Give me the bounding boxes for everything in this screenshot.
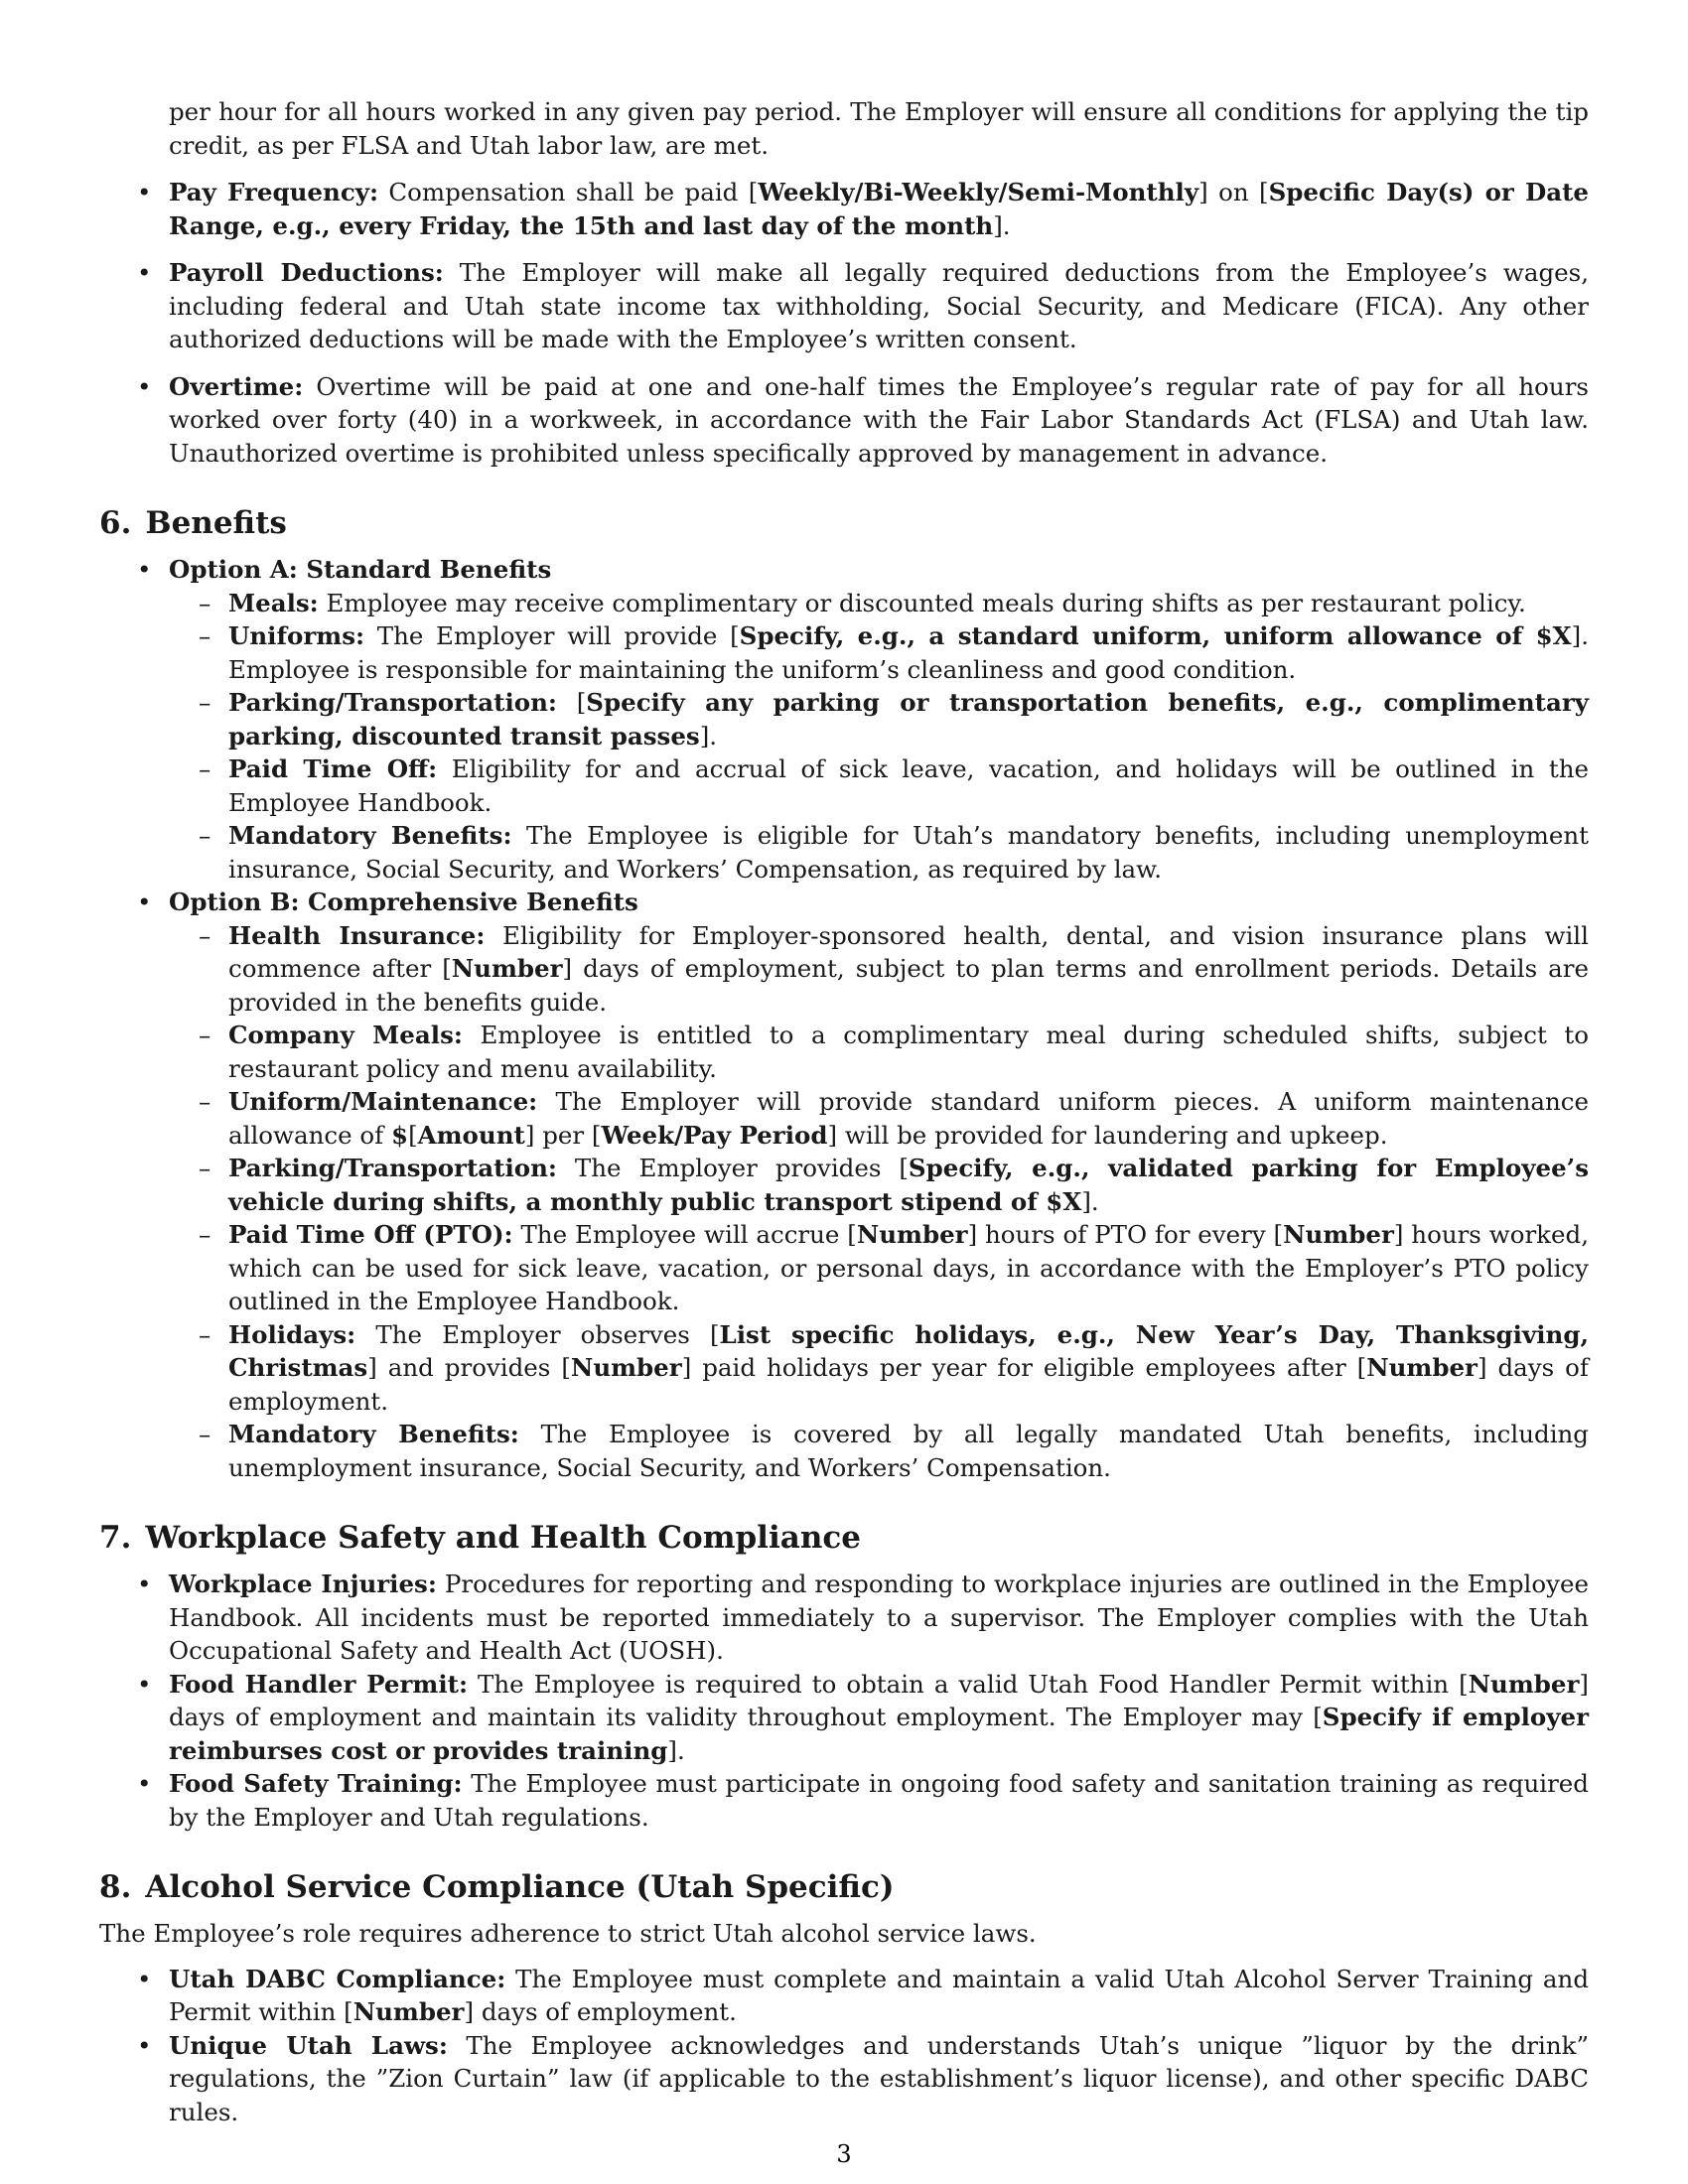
alcohol-intro: The Employee’s role requires adherence to strict Utah alcohol service laws. — [99, 1919, 1037, 1948]
section-heading-safety: 7. Workplace Safety and Health Compliance — [99, 1520, 861, 1556]
continuation-paragraph: per hour for all hours worked in any given pay period. The Employer will ensure all conditions for applying the tip credit, as per FLSA and Utah labor law, are met. — [169, 97, 1589, 160]
option-a-list — [169, 587, 1589, 887]
list-item: – Health Insurance: Eligibility for Employer-sponsored health, dental, and vision insurance plans will commence after [Number] days of employment, subject to plan terms and enrollment periods. Details are provided in the benefits guide. — [169, 919, 1589, 1020]
item-label: Pay Frequency: — [169, 178, 379, 206]
pay-terms-list — [99, 176, 1589, 470]
item-label: Overtime: — [169, 371, 304, 401]
list-item: – Paid Time Off (PTO): The Employee will accrue [Number] hours of PTO for every [Number] hours worked, which can be used for sick leave, vacation, or personal days, in accordance with the Employer’s PTO policy outlined in the Employee Handbook. — [169, 1218, 1589, 1318]
list-item: – Parking/Transportation: [Specify any parking or transportation benefits, e.g., complimentary parking, discounted transit passes]. — [169, 686, 1589, 752]
list-item: – Holidays: The Employer observes [List specific holidays, e.g., New Year’s Day, Thanksgiving, Christmas] and provides [Number] paid holidays per year for eligible employees after [Number] days of employment. — [169, 1318, 1589, 1419]
list-item: – Company Meals: Employee is entitled to a complimentary meal during scheduled shifts, subject to restaurant policy and menu availability. — [169, 1019, 1589, 1085]
list-item: • Payroll Deductions: The Employer will make all legally required deductions from the Employee’s wages, including federal and Utah state income tax withholding, Social Security, and Medicare (FICA). Any other authorized deductions will be made with the Employee’s written consent. — [99, 256, 1589, 356]
list-item: – Parking/Transportation: The Employer provides [Specify, e.g., validated parking for Employee’s vehicle during shifts, a monthly public transport stipend of $X]. — [169, 1152, 1589, 1218]
list-item: – Paid Time Off: Eligibility for and accrual of sick leave, vacation, and holidays will be outlined in the Employee Handbook. — [169, 752, 1589, 819]
list-item: • Unique Utah Laws: The Employee acknowledges and understands Utah’s unique ”liquor by the drink” regulations, the ”Zion Curtain” law (if applicable to the establishment’s liquor license), and other specific DABC rules. — [99, 2029, 1589, 2129]
list-item: • Workplace Injuries: Procedures for reporting and responding to workplace injuries are outlined in the Employee Handbook. All incidents must be reported immediately to a supervisor. The Employer complies with the Utah Occupational Safety and Health Act (UOSH). — [99, 1568, 1589, 1668]
list-item: – Mandatory Benefits: The Employee is eligible for Utah’s mandatory benefits, including unemployment insurance, Social Security, and Workers’ Compensation, as required by law. — [169, 819, 1589, 886]
alcohol-list — [99, 1963, 1589, 2129]
page-number: 3 — [836, 2140, 852, 2168]
list-item: – Mandatory Benefits: The Employee is covered by all legally mandated Utah benefits, including unemployment insurance, Social Security, and Workers’ Compensation. — [169, 1418, 1589, 1484]
section-heading-benefits: 6. Benefits — [99, 505, 287, 541]
item-label: Payroll Deductions: — [169, 258, 444, 287]
option-b: • Option B: Comprehensive Benefits – Health Insurance: Eligibility for Employer-sponsored health, dental, and vision insurance plans will commence after [Number] days of employment, subject to plan terms and enrollment periods. Details are provided in the benefits guide. – Company Meals: Employee is entitled to a complimentary meal during scheduled shifts, subject to restaurant policy and menu availability. – Uniform/Maintenance: The Employer will provide standard uniform pieces. A uniform maintenance allowance of $[Amount] per [Week/Pay Period] will be provided for laundering and upkeep. – Parking/Transportation: The Employer provides [Specify, e.g., validated parking for Employee’s vehicle during shifts, a monthly public transport stipend of $X]. – Paid Time Off (PTO): The Employee will accrue [Number] hours of PTO for every [Number] hours worked, which can be used for sick leave, vacation, or personal days, in accordance with the Employer’s PTO policy outlined in the Employee Handbook. – Holidays: The Employer observes [List specific holidays, e.g., New Year’s Day, Thanksgiving, Christmas] and provides [Number] paid holidays per year for eligible employees after [Number] days of employment. – Mandatory Benefits: The Employee is covered by all legally mandated Utah benefits, including unemployment insurance, Social Security, and Workers’ Compensation. — [99, 886, 1589, 1484]
list-item: • Pay Frequency: Compensation shall be paid [Weekly/Bi-Weekly/Semi-Monthly] on [Specific Day(s) or Date Range, e.g., every Friday, the 15th and last day of the month]. — [99, 176, 1589, 242]
section-heading-alcohol: 8. Alcohol Service Compliance (Utah Specific) — [99, 1869, 895, 1905]
list-item: • Food Handler Permit: The Employee is required to obtain a valid Utah Food Handler Permit within [Number] days of employment and maintain its validity throughout employment. The Employer may [Specify if employer reimburses cost or provides training]. — [99, 1668, 1589, 1768]
list-item: • Utah DABC Compliance: The Employee must complete and maintain a valid Utah Alcohol Server Training and Permit within [Number] days of employment. — [99, 1963, 1589, 2029]
option-b-list — [169, 919, 1589, 1485]
document-page — [99, 95, 1589, 2128]
list-item: – Meals: Employee may receive complimentary or discounted meals during shifts as per restaurant policy. — [169, 587, 1589, 620]
list-item: – Uniform/Maintenance: The Employer will provide standard uniform pieces. A uniform maintenance allowance of $[Amount] per [Week/Pay Period] will be provided for laundering and upkeep. — [169, 1085, 1589, 1152]
list-item: – Uniforms: The Employer will provide [Specify, e.g., a standard uniform, uniform allowance of $X]. Employee is responsible for maintaining the uniform’s cleanliness and good condition. — [169, 619, 1589, 686]
option-a: • Option A: Standard Benefits – Meals: Employee may receive complimentary or discounted meals during shifts as per restaurant policy. – Uniforms: The Employer will provide [Specify, e.g., a standard uniform, uniform allowance of $X]. Employee is responsible for maintaining the uniform’s cleanliness and good condition. – Parking/Transportation: [Specify any parking or transportation benefits, e.g., complimentary parking, discounted transit passes]. – Paid Time Off: Eligibility for and accrual of sick leave, vacation, and holidays will be outlined in the Employee Handbook. – Mandatory Benefits: The Employee is eligible for Utah’s mandatory benefits, including unemployment insurance, Social Security, and Workers’ Compensation, as required by law. — [99, 553, 1589, 886]
safety-list — [99, 1568, 1589, 1834]
list-item: • Food Safety Training: The Employee must participate in ongoing food safety and sanitation training as required by the Employer and Utah regulations. — [99, 1767, 1589, 1834]
benefits-options-list — [99, 553, 1589, 1484]
list-item: • Overtime: Overtime will be paid at one and one-half times the Employee’s regular rate of pay for all hours worked over forty (40) in a workweek, in accordance with the Fair Labor Standards Act (FLSA) and Utah law. Unauthorized overtime is prohibited unless specifically approved by management in advance. — [99, 370, 1589, 471]
